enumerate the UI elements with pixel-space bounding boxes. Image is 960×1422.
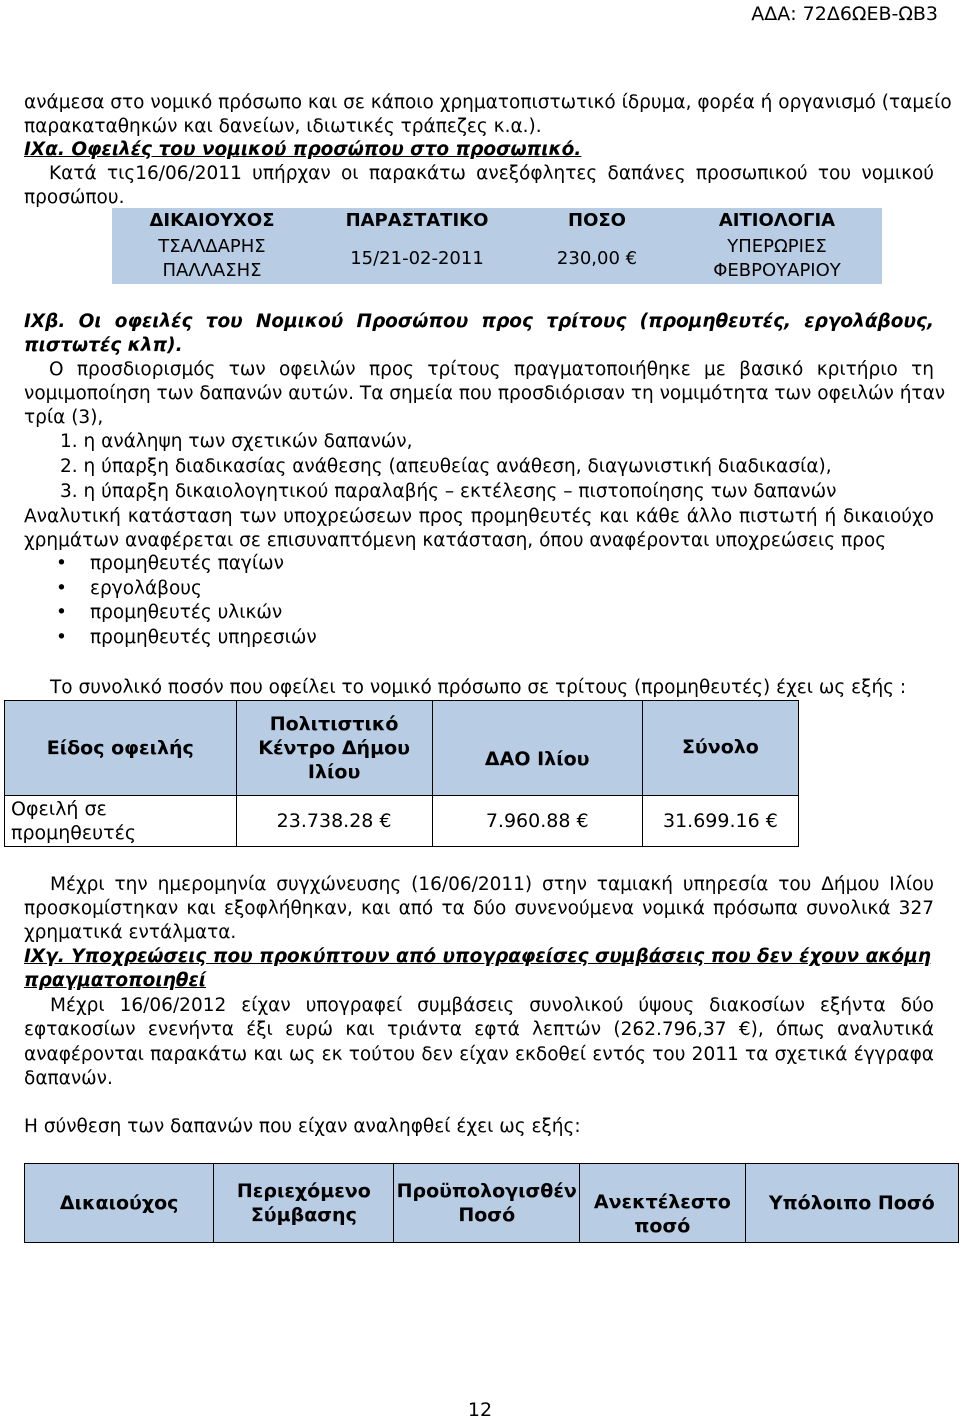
intro-line: ανάμεσα στο νομικό πρόσωπο και σε κάποιο χρηματοπιστωτικό ίδρυμα, φορέα ή οργανισμό (ταμείο: [24, 92, 952, 113]
section-b-text: τρία (3),: [24, 407, 104, 428]
table-header-row: [112, 208, 882, 234]
staff-debts-table: [112, 208, 882, 284]
intro-line: παρακαταθηκών και δανείων, ιδιωτικές τράπεζες κ.α.).: [24, 116, 542, 137]
header-total: Σύνολο: [642, 701, 798, 796]
cell-reason: [672, 234, 882, 284]
table-row: [5, 796, 799, 847]
reason-line: ΦΕΒΡΟΥΑΡΙΟΥ: [713, 260, 841, 281]
label-line: προμηθευτές: [11, 822, 137, 844]
ada-code: ΑΔΑ: 72Δ6ΩΕΒ-ΩΒ3: [751, 3, 938, 25]
table-header-row: [5, 701, 799, 796]
header-line: Προϋπολογισθέν: [396, 1180, 577, 1202]
header-beneficiary: Δικαιούχος: [25, 1164, 214, 1243]
table-row: [112, 234, 882, 284]
cell-debt-label: [5, 796, 237, 847]
reason-line: ΥΠΕΡΩΡΙΕΣ: [727, 236, 827, 257]
numbered-item: 1. η ανάληψη των σχετικών δαπανών,: [60, 431, 413, 452]
header-contract-content: [214, 1164, 394, 1243]
cell-document: 15/21-02-2011: [312, 234, 522, 284]
numbered-item: 3. η ύπαρξη δικαιολογητικού παραλαβής – εκτέλεσης – πιστοποίησης των δαπανών: [60, 481, 837, 502]
header-budgeted-amount: [394, 1164, 580, 1243]
section-b-heading: ΙΧβ. Οι οφειλές του Νομικού Προσώπου προς τρίτους (προμηθευτές, εργολάβους,: [24, 311, 934, 332]
beneficiary-line: ΠΑΛΛΑΣΗΣ: [162, 260, 262, 281]
section-b-text: Ο προσδιορισμός των οφειλών προς τρίτους πραγματοποιήθηκε με βασικό κριτήριο τη: [49, 359, 934, 380]
cell-total-amount: 31.699.16 €: [642, 796, 798, 847]
creditor-list: [56, 552, 317, 650]
header-beneficiary: ΔΙΚΑΙΟΥΧΟΣ: [112, 208, 312, 234]
beneficiary-line: ΤΣΑΛΔΑΡΗΣ: [158, 236, 266, 257]
total-intro: Το συνολικό ποσόν που οφείλει το νομικό πρόσωπο σε τρίτους (προμηθευτές) έχει ως εξής :: [50, 677, 907, 698]
section-c-text: αναφέρονται παρακάτω και ως εκ τούτου δεν είχαν εκδοθεί εντός του 2011 τα σχετικά έγγραφα: [24, 1044, 934, 1065]
section-a-text: Κατά τις16/06/2011 υπήρχαν οι παρακάτω ανεξόφλητες δαπάνες προσωπικού του νομικού: [49, 163, 934, 184]
cell-amount: 230,00 €: [522, 234, 672, 284]
header-line: ποσό: [634, 1215, 691, 1237]
settlement-text: χρηματικά εντάλματα.: [24, 922, 237, 943]
settlement-text: Μέχρι την ημερομηνία συγχώνευσης (16/06/2011) στην ταμιακή υπηρεσία του Δήμου Ιλίου: [50, 874, 934, 895]
cell-cultural-amount: 23.738.28 €: [236, 796, 432, 847]
header-debt-type: Είδος οφειλής: [5, 701, 237, 796]
list-item: • εργολάβους: [56, 577, 317, 602]
header-remaining-amount: Υπόλοιπο Ποσό: [745, 1164, 958, 1243]
section-c-text: εφτακοσίων ενενήντα έξι ευρώ και τριάντα εφτά λεπτών (262.796,37 €), όπως αναλυτικά: [24, 1019, 934, 1040]
section-b-text: Αναλυτική κατάσταση των υποχρεώσεων προς προμηθευτές και κάθε άλλο πιστωτή ή δικαιούχο: [24, 506, 934, 527]
header-document: ΠΑΡΑΣΤΑΤΙΚΟ: [312, 208, 522, 234]
list-item: • προμηθευτές παγίων: [56, 552, 317, 577]
section-b-heading: πιστωτές κλπ).: [24, 335, 183, 356]
header-cultural-center: [236, 701, 432, 796]
cell-beneficiary: [112, 234, 312, 284]
cell-dao-amount: 7.960.88 €: [432, 796, 642, 847]
header-line: Περιεχόμενο: [236, 1180, 371, 1202]
list-item: • προμηθευτές υπηρεσιών: [56, 626, 317, 651]
header-unexecuted-amount: [580, 1164, 745, 1243]
section-a-heading: ΙΧα. Οφειλές του νομικού προσώπου στο προσωπικό.: [24, 139, 582, 160]
header-dao: ΔΑΟ Ιλίου: [432, 701, 642, 796]
section-c-heading: ΙΧγ. Υποχρεώσεις που προκύπτουν από υπογραφείσες συμβάσεις που δεν έχουν ακόμη: [24, 946, 931, 967]
header-line: Σύμβασης: [250, 1204, 357, 1226]
header-line: Πολιτιστικό: [269, 713, 399, 735]
section-a-text: προσώπου.: [24, 187, 125, 208]
list-item: • προμηθευτές υλικών: [56, 601, 317, 626]
section-c-text: δαπανών.: [24, 1068, 113, 1089]
composition-intro: Η σύνθεση των δαπανών που είχαν αναληφθεί έχει ως εξής:: [24, 1116, 581, 1137]
numbered-item: 2. η ύπαρξη διαδικασίας ανάθεσης (απευθείας ανάθεση, διαγωνιστική διαδικασία),: [60, 456, 832, 477]
header-line: Ιλίου: [307, 761, 361, 783]
section-b-text: νομιμοποίηση των δαπανών αυτών. Τα σημεία που προσδιόρισαν τη νομιμότητα των οφειλών ήταν: [24, 383, 946, 404]
label-line: Οφειλή σε: [11, 798, 107, 820]
section-c-heading: πραγματοποιηθεί: [24, 970, 206, 991]
header-line: Ποσό: [458, 1204, 516, 1226]
header-reason: ΑΙΤΙΟΛΟΓΙΑ: [672, 208, 882, 234]
section-b-text: χρημάτων αναφέρεται σε επισυναπτόμενη κατάσταση, όπου αναφέρονται υποχρεώσεις προς: [24, 530, 887, 551]
section-c-text: Μέχρι 16/06/2012 είχαν υπογραφεί συμβάσεις συνολικού ύψους διακοσίων εξήντα δύο: [50, 995, 934, 1016]
table-header-row: [25, 1164, 959, 1243]
page-number: 12: [467, 1399, 493, 1421]
contracts-table: [24, 1163, 959, 1243]
debt-table: [4, 700, 799, 847]
header-amount: ΠΟΣΟ: [522, 208, 672, 234]
header-line: Ανεκτέλεστο: [593, 1191, 731, 1213]
header-line: Κέντρο Δήμου: [258, 737, 410, 759]
settlement-text: προσκομίστηκαν και εξοφλήθηκαν, και από τα δύο συνενούμενα νομικά πρόσωπα συνολικά 327: [24, 898, 934, 919]
